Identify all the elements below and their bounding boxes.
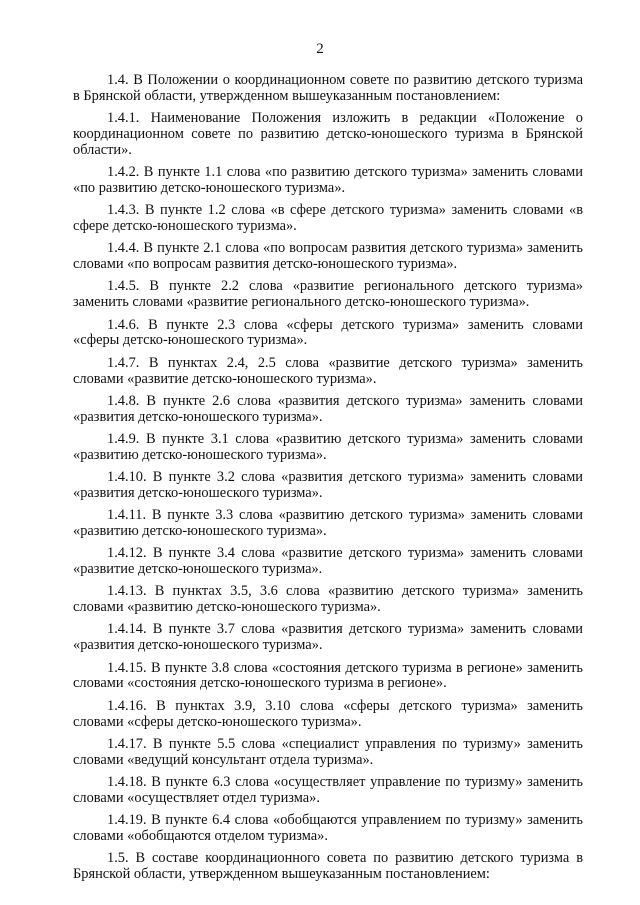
paragraph-1-4-18: 1.4.18. В пункте 6.3 слова «осуществляет управление по туризму» заменить словами «осуществляет отдел туризма». — [73, 773, 583, 806]
paragraph-1-4-4: 1.4.4. В пункте 2.1 слова «по вопросам развития детского туризма» заменить словами «по вопросам развития детско-юношеского туризма». — [73, 240, 583, 273]
paragraph-1-4-14: 1.4.14. В пункте 3.7 слова «развития детского туризма» заменить словами «развития детско-юношеского туризма». — [73, 621, 583, 654]
paragraph-1-4-5: 1.4.5. В пункте 2.2 слова «развитие регионального детского туризма» заменить словами «развитие регионального детско-юношеского туризма». — [73, 278, 583, 311]
paragraph-1-4-17: 1.4.17. В пункте 5.5 слова «специалист управления по туризму» заменить словами «ведущий консультант отдела туризма». — [73, 735, 583, 768]
paragraph-1-4-13: 1.4.13. В пунктах 3.5, 3.6 слова «развитию детского туризма» заменить словами «развитию детско-юношеского туризма». — [73, 583, 583, 616]
paragraph-1-4-3: 1.4.3. В пункте 1.2 слова «в сфере детского туризма» заменить словами «в сфере детско-юношеского туризма». — [73, 202, 583, 235]
paragraph-1-5: 1.5. В составе координационного совета по развитию детского туризма в Брянской области, утвержденном вышеуказанным постановлением: — [73, 850, 583, 882]
paragraph-1-4-15: 1.4.15. В пункте 3.8 слова «состояния детского туризма в регионе» заменить словами «состояния детско-юношеского туризма в регионе». — [73, 659, 583, 692]
paragraph-1-4-11: 1.4.11. В пункте 3.3 слова «развитию детского туризма» заменить словами «развитию детско-юношеского туризма». — [73, 507, 583, 540]
paragraph-1-4: 1.4. В Положении о координационном совете по развитию детского туризма в Брянской области, утвержденном вышеуказанным постановлением: — [73, 72, 583, 104]
paragraph-1-4-7: 1.4.7. В пунктах 2.4, 2.5 слова «развитие детского туризма» заменить словами «развитие детско-юношеского туризма». — [73, 354, 583, 387]
paragraph-1-4-19: 1.4.19. В пункте 6.4 слова «обобщаются управлением по туризму» заменить словами «обобщаются отделом туризма». — [73, 811, 583, 844]
page-number: 2 — [316, 41, 324, 57]
paragraph-1-4-12: 1.4.12. В пункте 3.4 слова «развитие детского туризма» заменить словами «развитие детско-юношеского туризма». — [73, 545, 583, 578]
document-body — [73, 73, 583, 889]
paragraph-1-4-16: 1.4.16. В пунктах 3.9, 3.10 слова «сферы детского туризма» заменить словами «сферы детско-юношеского туризма». — [73, 697, 583, 730]
paragraph-1-4-1: 1.4.1. Наименование Положения изложить в редакции «Положение о координационном совете по развитию детско-юношеского туризма в Брянской области». — [73, 110, 583, 158]
paragraph-1-4-10: 1.4.10. В пункте 3.2 слова «развития детского туризма» заменить словами «развития детско-юношеского туризма». — [73, 469, 583, 501]
paragraph-1-4-2: 1.4.2. В пункте 1.1 слова «по развитию детского туризма» заменить словами «по развитию детско-юношеского туризма». — [73, 164, 583, 197]
paragraph-1-4-8: 1.4.8. В пункте 2.6 слова «развития детского туризма» заменить словами «развития детско-юношеского туризма». — [73, 392, 583, 425]
paragraph-1-4-9: 1.4.9. В пункте 3.1 слова «развитию детского туризма» заменить словами «развитию детско-юношеского туризма». — [73, 430, 583, 463]
paragraph-1-4-6: 1.4.6. В пункте 2.3 слова «сферы детского туризма» заменить словами «сферы детско-юношеского туризма». — [73, 316, 583, 349]
